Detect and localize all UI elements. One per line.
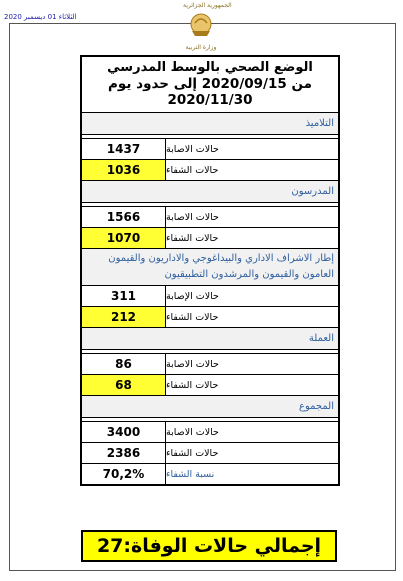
section-header-workers: العملة: [82, 328, 338, 350]
table-row: [82, 160, 338, 181]
table-row: [82, 139, 338, 160]
row-label: حالات الشفاء: [166, 447, 219, 459]
report-table: [80, 55, 340, 486]
table-row: [82, 375, 338, 396]
table-row: [82, 307, 338, 328]
row-label: حالات الشفاء: [166, 379, 219, 391]
row-value: 1437: [82, 139, 166, 159]
row-value: 2386: [82, 443, 166, 463]
row-value: 3400: [82, 422, 166, 442]
row-value: 1566: [82, 207, 166, 227]
title-line-1: الوضع الصحي بالوسط المدرسي: [107, 60, 313, 75]
row-label: حالات الاصابة: [166, 358, 219, 370]
row-value: 1070: [82, 228, 166, 248]
row-value: 68: [82, 375, 166, 395]
row-value: 311: [82, 286, 166, 306]
report-title: [82, 57, 338, 113]
row-value: 212: [82, 307, 166, 327]
row-label: حالات الشفاء: [166, 164, 219, 176]
table-row: [82, 422, 338, 443]
date-line: الثلاثاء 01 ديسمبر 2020: [4, 13, 77, 21]
row-label: حالات الاصابة: [166, 426, 219, 438]
table-row: [82, 286, 338, 307]
deaths-total-banner: إجمالي حالات الوفاة:27: [81, 530, 337, 562]
ministry-logo: [183, 2, 232, 54]
row-label: حالات الاصابة: [166, 143, 219, 155]
table-row: [82, 464, 338, 484]
table-row: [82, 354, 338, 375]
row-value: 1036: [82, 160, 166, 180]
row-label: حالات الشفاء: [166, 311, 219, 323]
table-row: [82, 228, 338, 249]
section-header-teachers: المدرسون: [82, 181, 338, 203]
logo-bottom-text: وزارة التربية: [185, 44, 217, 51]
row-label: نسبة الشفاء: [166, 468, 215, 480]
section-header-students: التلاميذ: [82, 113, 338, 135]
section-header-staff: إطار الاشراف الاداري والبيداغوجي والاداريون والقيمون العامون والقيمون والمرشدون التطبيقيون: [82, 249, 338, 286]
row-label: حالات الإصابة: [166, 290, 219, 302]
emblem-icon: [183, 9, 219, 39]
row-value: 70,2%: [82, 464, 166, 484]
row-label: حالات الشفاء: [166, 232, 219, 244]
row-label: حالات الاصابة: [166, 211, 219, 223]
logo-top-text: الجمهورية الجزائرية: [183, 2, 232, 9]
title-line-2: من 2020/09/15 إلى حدود يوم 2020/11/30: [108, 76, 312, 108]
row-value: 86: [82, 354, 166, 374]
table-row: [82, 443, 338, 464]
table-row: [82, 207, 338, 228]
section-header-total: المجموع: [82, 396, 338, 418]
